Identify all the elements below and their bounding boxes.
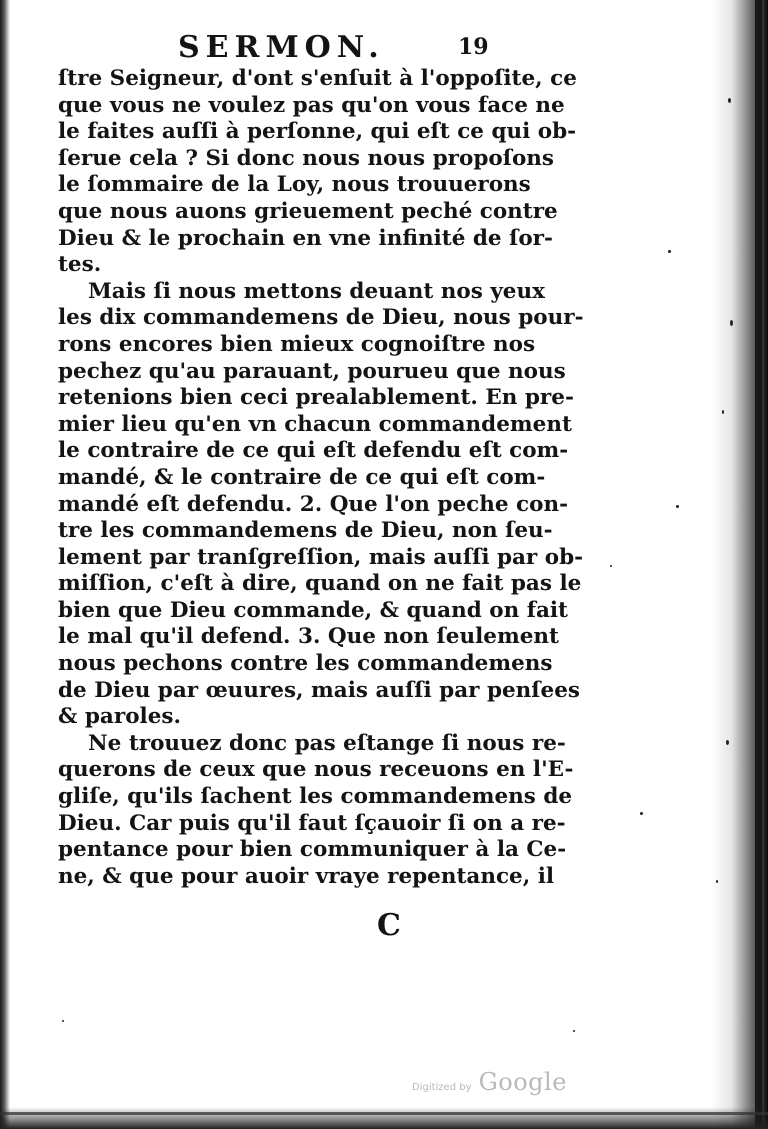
text-line: que nous auons grieuement peché contre — [58, 198, 558, 224]
running-head-title: SERMON. — [178, 30, 385, 65]
scan-speck — [640, 812, 643, 815]
google-logo: Google — [478, 1068, 567, 1096]
text-line: tes. — [58, 252, 102, 278]
text-line: gliſe, qu'ils ſachent les commandemens de — [58, 784, 573, 810]
text-line: nous pechons contre les commandemens — [58, 651, 553, 677]
running-head — [0, 30, 768, 70]
text-line: lement par tranſgreſſion, mais auſſi par ob- — [58, 544, 584, 570]
scan-speck — [668, 250, 671, 253]
text-line: le faites auſſi à perſonne, qui eſt ce qui ob- — [58, 119, 577, 145]
scan-speck — [573, 1030, 575, 1032]
left-scan-shadow — [0, 0, 10, 1129]
digitized-watermark — [412, 1068, 567, 1096]
text-line: ne, & que pour auoir vraye repentance, il — [58, 863, 555, 889]
text-line: que vous ne voulez pas qu'on vous face ne — [58, 92, 565, 118]
text-line: Mais ſi nous mettons deuant nos yeux — [88, 278, 545, 304]
text-line: Ne trouuez donc pas eſtange ſi nous re- — [88, 730, 566, 756]
text-line: mier lieu qu'en vn chacun commandement — [58, 411, 572, 437]
text-line: pechez qu'au parauant, pourueu que nous — [58, 358, 566, 384]
text-line: les dix commandemens de Dieu, nous pour- — [58, 305, 584, 331]
text-line: pentance pour bien communiquer à la Ce- — [58, 837, 567, 863]
scan-speck — [730, 320, 733, 326]
signature-mark: C — [377, 908, 401, 943]
text-line: ſerue cela ? Si donc nous nous propoſons — [58, 145, 555, 171]
sermon-text — [58, 66, 584, 890]
text-line: retenions bien ceci prealablement. En pre- — [58, 385, 574, 411]
bottom-scan-edge — [0, 1112, 768, 1115]
right-scan-edge — [755, 0, 762, 1129]
text-line: mandé eſt defendu. 2. Que l'on peche con- — [58, 491, 569, 517]
text-line: le contraire de ce qui eſt defendu eſt com- — [58, 438, 569, 464]
scan-speck — [722, 410, 724, 414]
page-number: 19 — [458, 34, 489, 60]
text-line: & paroles. — [58, 704, 181, 730]
text-line: miſſion, c'eſt à dire, quand on ne fait pas le — [58, 571, 582, 597]
text-line: mandé, & le contraire de ce qui eſt com- — [58, 464, 546, 490]
text-line: le ſommaire de la Loy, nous trouuerons — [58, 172, 531, 198]
scan-speck — [62, 1020, 64, 1022]
watermark-prefix: Digitized by — [412, 1082, 472, 1093]
scan-speck — [676, 505, 679, 508]
text-line: le mal qu'il defend. 3. Que non ſeulement — [58, 624, 559, 650]
text-line: rons encores bien mieux cognoiſtre nos — [58, 331, 536, 357]
text-line: de Dieu par œuures, mais auſſi par penſees — [58, 677, 581, 703]
text-line: Dieu & le prochain en vne infinité de ſor- — [58, 225, 553, 251]
text-line: bien que Dieu commande, & quand on fait — [58, 597, 568, 623]
bottom-scan-shadow — [0, 1107, 768, 1129]
scan-speck — [726, 740, 729, 745]
text-line: Dieu. Car puis qu'il faut ſçauoir ſi on a re- — [58, 810, 566, 836]
scan-speck — [716, 880, 718, 883]
text-line: tre les commandemens de Dieu, non ſeu- — [58, 518, 553, 544]
text-line: querons de ceux que nous receuons en l'E- — [58, 757, 574, 783]
scan-speck — [728, 98, 731, 103]
scan-speck — [610, 565, 612, 567]
text-line: ſtre Seigneur, d'ont s'enſuit à l'oppoſite, ce — [58, 66, 577, 91]
